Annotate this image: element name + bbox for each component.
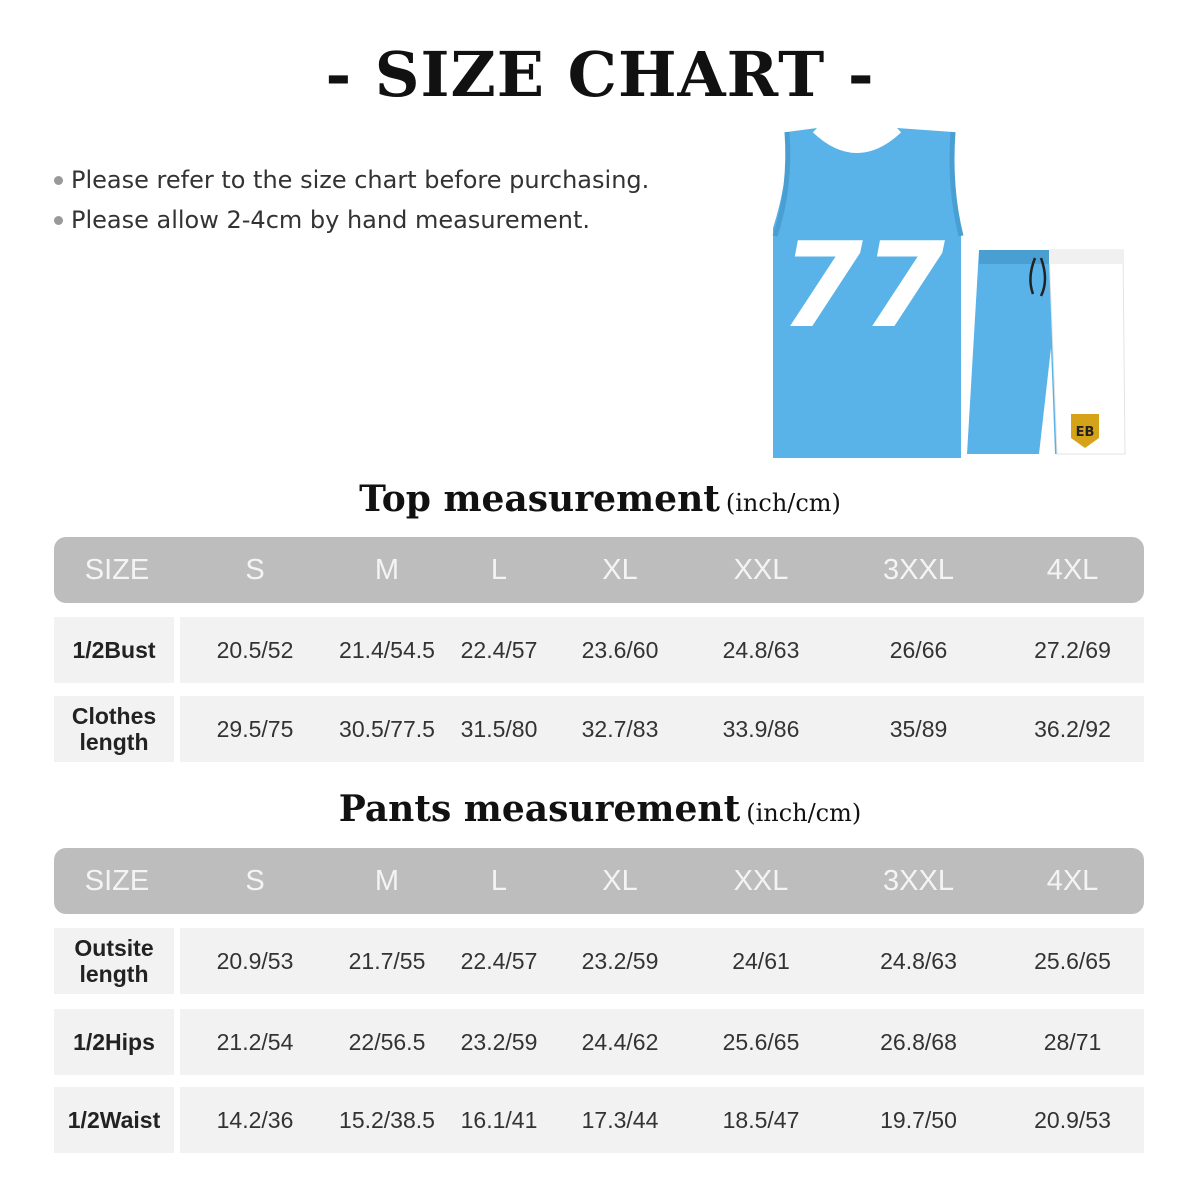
note-text: Please refer to the size chart before purchasing. bbox=[71, 166, 650, 194]
header-cell: SIZE bbox=[84, 553, 150, 586]
table-cell: 25.6/65 bbox=[722, 1028, 800, 1055]
header-cell: S bbox=[245, 864, 265, 897]
header-cell: XXL bbox=[733, 864, 789, 897]
row-label: Clothes length bbox=[54, 696, 180, 762]
table-cell: 17.3/44 bbox=[581, 1106, 659, 1133]
table-cell: 21.7/55 bbox=[348, 947, 426, 974]
note-text: Please allow 2-4cm by hand measurement. bbox=[71, 206, 591, 234]
header-cell: M bbox=[374, 553, 400, 586]
table-cell: 25.6/65 bbox=[1034, 947, 1111, 974]
table-row bbox=[54, 617, 1144, 683]
table-cell: 27.2/69 bbox=[1034, 636, 1111, 663]
table-cell: 20.9/53 bbox=[1034, 1106, 1111, 1133]
table-row bbox=[54, 1009, 1144, 1075]
table-cell: 19.7/50 bbox=[880, 1106, 957, 1133]
header-cell: L bbox=[490, 553, 508, 586]
table-cell: 23.2/59 bbox=[460, 1028, 538, 1055]
pants-section-title bbox=[0, 788, 1200, 830]
note-item bbox=[54, 200, 649, 240]
table-cell: 18.5/47 bbox=[722, 1106, 800, 1133]
table-cell: 14.2/36 bbox=[216, 1106, 294, 1133]
row-label: 1/2Bust bbox=[54, 617, 180, 683]
jersey-set-illustration bbox=[765, 118, 1135, 468]
table-cell: 26.8/68 bbox=[880, 1028, 957, 1055]
top-unit: (inch/cm) bbox=[725, 489, 841, 517]
table-row bbox=[54, 696, 1144, 762]
table-cell: 24.8/63 bbox=[880, 947, 957, 974]
header-cell: M bbox=[374, 864, 400, 897]
table-cell: 22.4/57 bbox=[460, 636, 538, 663]
table-cell: 29.5/75 bbox=[216, 715, 294, 742]
product-image bbox=[765, 118, 1135, 468]
table-cell: 35/89 bbox=[889, 715, 948, 742]
table-cell: 31.5/80 bbox=[460, 715, 538, 742]
header-cell: L bbox=[490, 864, 508, 897]
header-cell: 4XL bbox=[1046, 864, 1099, 897]
table-cell: 20.5/52 bbox=[216, 636, 294, 663]
table-cell: 23.6/60 bbox=[581, 636, 659, 663]
table-cell: 33.9/86 bbox=[722, 715, 800, 742]
pants-unit: (inch/cm) bbox=[746, 799, 862, 827]
table-row bbox=[54, 928, 1144, 994]
page-title: - SIZE CHART - bbox=[325, 38, 875, 111]
table-cell: 24.8/63 bbox=[722, 636, 800, 663]
jersey-top-image bbox=[773, 128, 961, 458]
table-cell: 15.2/38.5 bbox=[339, 1106, 435, 1133]
header-cell: 3XXL bbox=[883, 864, 954, 897]
header-cell: 3XXL bbox=[883, 553, 954, 586]
table-cell: 22/56.5 bbox=[348, 1028, 426, 1055]
pants-title-text: Pants measurement bbox=[338, 788, 741, 830]
table-header-row bbox=[54, 537, 1144, 603]
table-cell: 16.1/41 bbox=[460, 1106, 538, 1133]
table-cell: 22.4/57 bbox=[460, 947, 538, 974]
table-cell: 26/66 bbox=[889, 636, 948, 663]
table-cell: 30.5/77.5 bbox=[339, 715, 435, 742]
notes-list bbox=[54, 160, 649, 240]
header-cell: XXL bbox=[733, 553, 789, 586]
row-label: 1/2Hips bbox=[54, 1009, 180, 1075]
table-header-row bbox=[54, 848, 1144, 914]
header-cell: XL bbox=[602, 864, 638, 897]
table-cell: 32.7/83 bbox=[581, 715, 659, 742]
table-cell: 36.2/92 bbox=[1034, 715, 1111, 742]
table-cell: 24.4/62 bbox=[581, 1028, 659, 1055]
table-cell: 28/71 bbox=[1043, 1028, 1102, 1055]
table-cell: 21.2/54 bbox=[216, 1028, 294, 1055]
top-section-title bbox=[0, 478, 1200, 520]
header-cell: S bbox=[245, 553, 265, 586]
table-cell: 23.2/59 bbox=[581, 947, 659, 974]
badge-text: EB bbox=[1075, 425, 1095, 440]
header-cell: 4XL bbox=[1046, 553, 1099, 586]
jersey-number: 77 bbox=[780, 216, 946, 354]
table-row bbox=[54, 1087, 1144, 1153]
header-cell: SIZE bbox=[84, 864, 150, 897]
bullet-icon bbox=[54, 216, 63, 225]
top-title-text: Top measurement bbox=[359, 478, 720, 520]
row-label: Outsite length bbox=[54, 928, 180, 994]
table-cell: 21.4/54.5 bbox=[339, 636, 435, 663]
table-cell: 24/61 bbox=[732, 947, 790, 974]
note-item bbox=[54, 160, 649, 200]
row-label: 1/2Waist bbox=[54, 1087, 180, 1153]
table-cell: 20.9/53 bbox=[216, 947, 294, 974]
header-cell: XL bbox=[602, 553, 638, 586]
shorts-image bbox=[967, 250, 1125, 454]
bullet-icon bbox=[54, 176, 63, 185]
